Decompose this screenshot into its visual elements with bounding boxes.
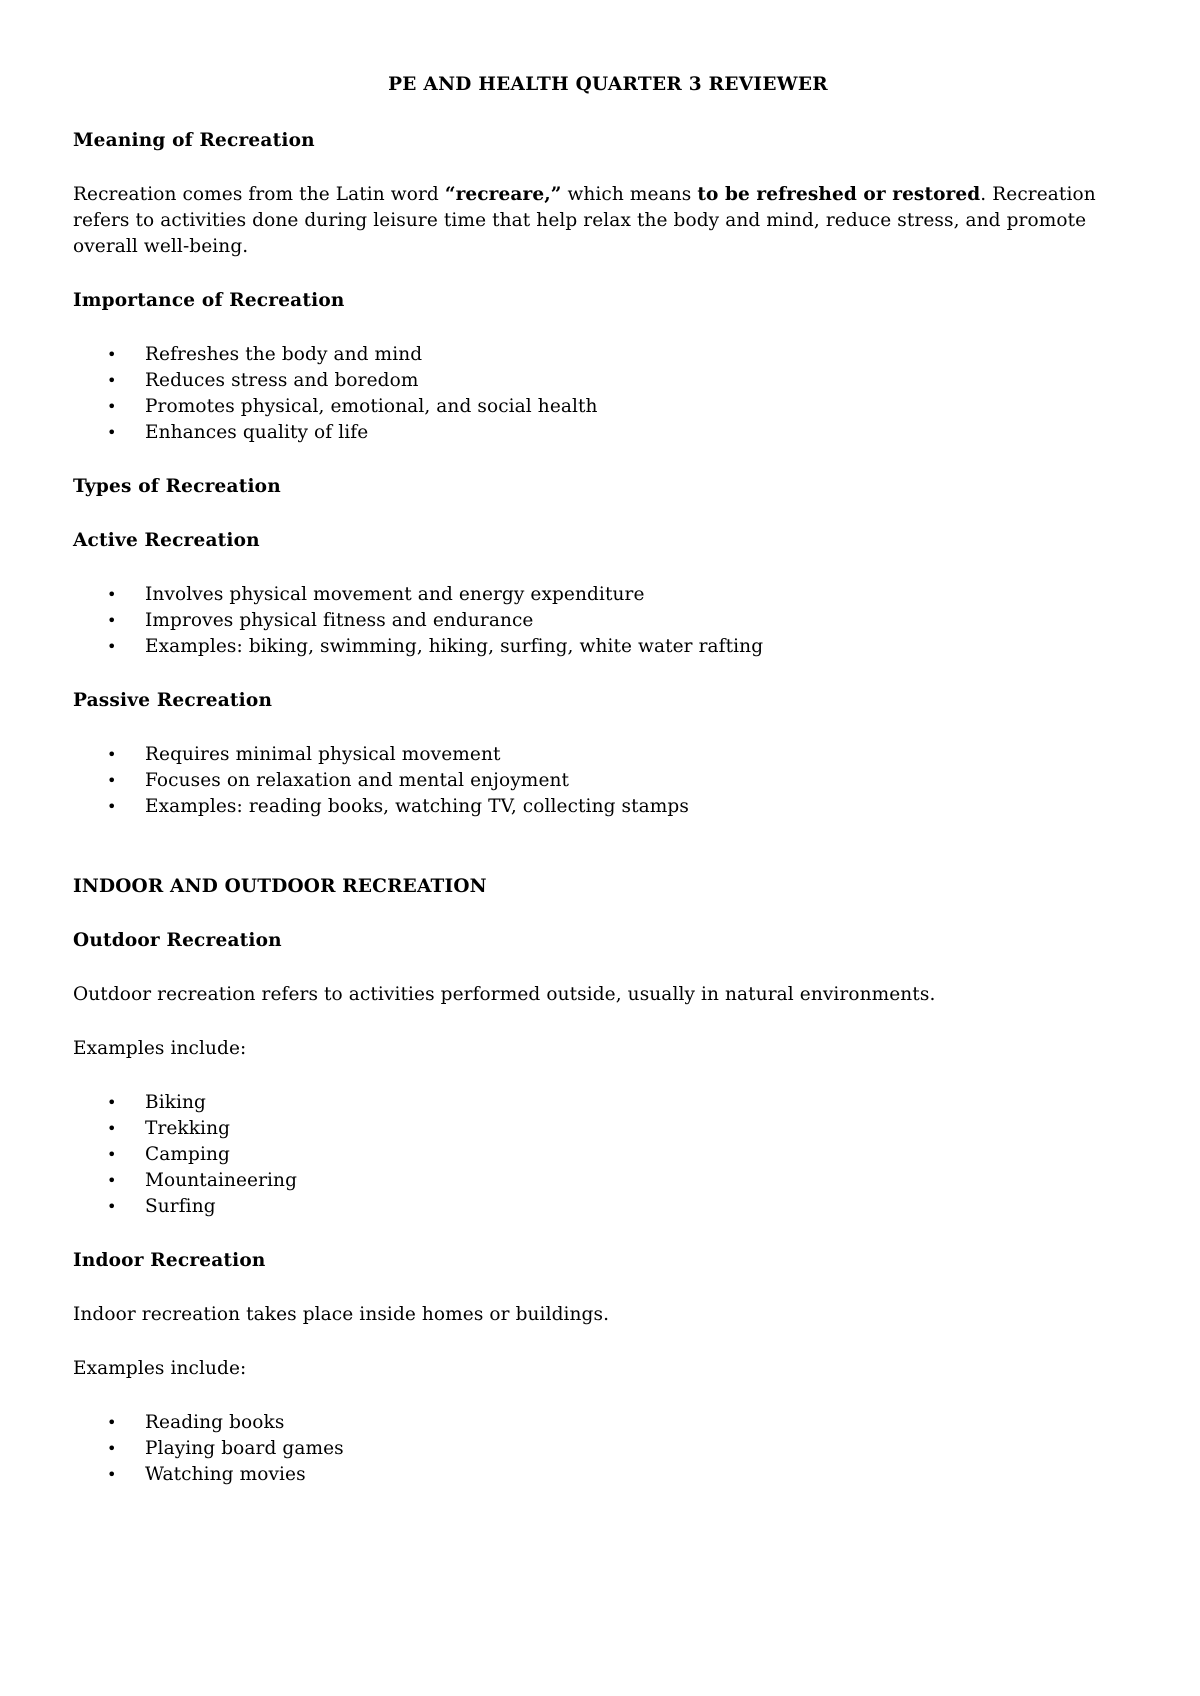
bullet-icon: • [107, 1439, 117, 1458]
list-item [73, 1194, 1143, 1220]
list-item-text: Examples: reading books, watching TV, collecting stamps [145, 796, 689, 817]
list-item [73, 394, 1143, 420]
list-item-text: Mountaineering [145, 1170, 298, 1191]
list-item [73, 1462, 1143, 1488]
list-item [73, 1142, 1143, 1168]
list-item-text: Requires minimal physical movement [145, 744, 501, 765]
list-item-text: Improves physical fitness and endurance [145, 610, 534, 631]
bullet-icon: • [107, 397, 117, 416]
bullet-icon: • [107, 611, 117, 630]
meaning-text-2: which means [561, 184, 698, 205]
list-item-text: Surfing [145, 1196, 216, 1217]
bullet-icon: • [107, 585, 117, 604]
document-title: PE AND HEALTH QUARTER 3 REVIEWER [388, 74, 828, 95]
bullet-icon: • [107, 1171, 117, 1190]
bullet-icon: • [107, 371, 117, 390]
bullet-icon: • [107, 771, 117, 790]
outdoor-heading: Outdoor Recreation [73, 930, 282, 951]
passive-heading: Passive Recreation [73, 690, 273, 711]
list-item-text: Refreshes the body and mind [145, 344, 423, 365]
bullet-icon: • [107, 1413, 117, 1432]
indoor-examples-label: Examples include: [73, 1358, 247, 1379]
list-item [73, 608, 1143, 634]
bullet-icon: • [107, 1145, 117, 1164]
meaning-line-2: Recreation refers to activities done during leisure time that help relax the body and mind, reduce stress, and promote overall well-being. [73, 184, 1096, 257]
active-list [73, 582, 1143, 660]
list-item [73, 1168, 1143, 1194]
list-item-text: Reading books [145, 1412, 285, 1433]
bullet-icon: • [107, 637, 117, 656]
bullet-icon: • [107, 1119, 117, 1138]
meaning-text-3: . [980, 184, 987, 205]
meaning-definition: to be refreshed or restored [697, 184, 981, 205]
list-item-text: Examples: biking, swimming, hiking, surfing, white water rafting [145, 636, 764, 657]
list-item [73, 794, 1143, 820]
list-item-text: Promotes physical, emotional, and social health [145, 396, 598, 417]
document-page [73, 64, 1143, 1488]
indoor-outdoor-heading: INDOOR AND OUTDOOR RECREATION [73, 876, 487, 897]
meaning-paragraph [73, 182, 1143, 260]
list-item [73, 1090, 1143, 1116]
list-item-text: Camping [145, 1144, 230, 1165]
indoor-list [73, 1410, 1143, 1488]
bullet-icon: • [107, 1093, 117, 1112]
meaning-text-1: Recreation comes from the Latin word [73, 184, 445, 205]
list-item [73, 1436, 1143, 1462]
active-heading: Active Recreation [73, 530, 260, 551]
bullet-icon: • [107, 1197, 117, 1216]
list-item [73, 342, 1143, 368]
bullet-icon: • [107, 423, 117, 442]
latin-term: “recreare,” [444, 184, 562, 205]
list-item [73, 768, 1143, 794]
importance-heading: Importance of Recreation [73, 290, 345, 311]
importance-list [73, 342, 1143, 446]
list-item-text: Reduces stress and boredom [145, 370, 419, 391]
list-item-text: Enhances quality of life [145, 422, 369, 443]
list-item-text: Focuses on relaxation and mental enjoyment [145, 770, 570, 791]
list-item-text: Playing board games [145, 1438, 344, 1459]
list-item [73, 1410, 1143, 1436]
list-item [73, 634, 1143, 660]
list-item [73, 582, 1143, 608]
passive-list [73, 742, 1143, 820]
bullet-icon: • [107, 797, 117, 816]
bullet-icon: • [107, 745, 117, 764]
indoor-description: Indoor recreation takes place inside homes or buildings. [73, 1304, 610, 1325]
list-item-text: Trekking [145, 1118, 231, 1139]
bullet-icon: • [107, 345, 117, 364]
list-item [73, 742, 1143, 768]
meaning-heading: Meaning of Recreation [73, 130, 315, 151]
outdoor-description: Outdoor recreation refers to activities performed outside, usually in natural environments. [73, 984, 936, 1005]
list-item-text: Biking [145, 1092, 206, 1113]
indoor-heading: Indoor Recreation [73, 1250, 266, 1271]
outdoor-examples-label: Examples include: [73, 1038, 247, 1059]
list-item-text: Involves physical movement and energy expenditure [145, 584, 645, 605]
outdoor-list [73, 1090, 1143, 1220]
bullet-icon: • [107, 1465, 117, 1484]
list-item [73, 1116, 1143, 1142]
list-item-text: Watching movies [145, 1464, 306, 1485]
types-heading: Types of Recreation [73, 476, 281, 497]
list-item [73, 368, 1143, 394]
list-item [73, 420, 1143, 446]
